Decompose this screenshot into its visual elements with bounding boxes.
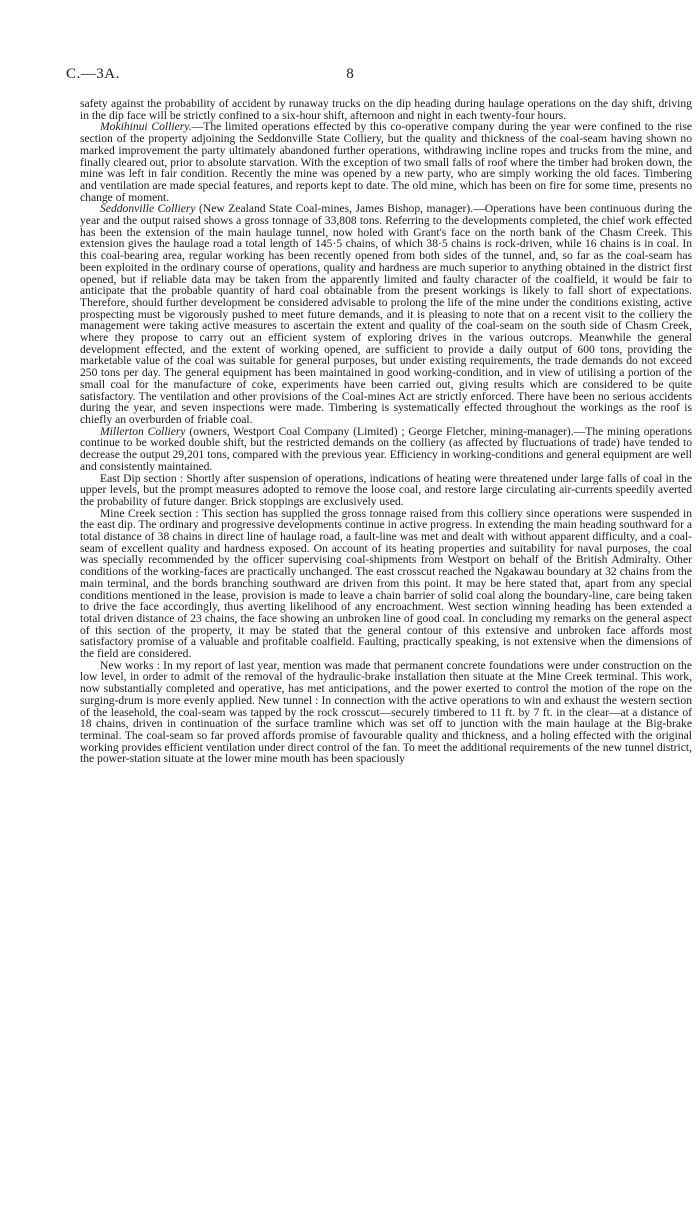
paragraph-millerton: Millerton Colliery (owners, Westport Coal Company (Limited) ; George Fletcher, mining-manager).—The mining operations continue to be worked double shift, but the restricted demands on the colliery (as affected by fluctuations of trade) have tended to decrease the output 29,201 tons, compared with the previous year. Efficiency in working-conditions and general equipment are well and consistently maintained. xyxy=(80,424,692,473)
paragraph-continuation: safety against the probability of accident by runaway trucks on the dip heading during haulage operations on the day shift, driving in the dip face will be strictly confined to a six-hour shift, afternoon and night in each twenty-four hours. xyxy=(80,97,692,122)
colliery-name: Millerton Colliery xyxy=(100,424,186,438)
page-header xyxy=(66,66,634,90)
paragraph-seddonville: Seddonville Colliery (New Zealand State Coal-mines, James Bishop, manager).—Operations have been continuous during the year and the output raised shows a gross tonnage of 33,808 tons. Referring to the developments completed, the chief work effected has been the extension of the main haulage tunnel, now holed with Grant's face on the north bank of the Chasm Creek. This extension gives the haulage road a total length of 145·5 chains, of which 38·5 chains is rock-driven, while 16 chains is in coal. In this coal-bearing area, regular working has been recently opened from both sides of the tunnel, and, so far as the coal-seam has been exploited in the ordinary course of operations, quality and hardness are much superior to anything obtained in the district first opened, but if reliable data may be taken from the apparently limited and faulty character of the coalfield, it would be fair to anticipate that the probable quantity of hard coal obtainable from the present workings is likely to fall short of expectations. Therefore, should further development be considered advisable to prolong the life of the mine under the conditions existing, active prospecting must be vigorously pushed to meet future demands, and it is pleasing to note that on a recent visit to the colliery the management were taking active measures to ascertain the extent and quality of the coal-seam on the south side of Chasm Creek, where they propose to carry out an efficient system of exploring drives in the various outcrops. Meanwhile the general development effected, and the extent of working opened, are sufficient to provide a daily output of 600 tons, providing the marketable value of the coal was suitable for general purposes, but under existing requirements, the trade demands do not exceed 250 tons per day. The general equipment has been maintained in good working-condition, and in view of utilising a portion of the small coal for the manufacture of coke, experiments have been carried out, giving results which are considered to be quite satisfactory. The ventilation and other provisions of the Coal-mines Act are strictly enforced. There have been no serious accidents during the year, and seven inspections were made. Timbering is systematically effected throughout the workings as the roof is chiefly an overburden of friable coal. xyxy=(80,202,692,426)
colliery-name: Mokihinui Colliery. xyxy=(100,120,192,134)
paragraph-new-works: New works : In my report of last year, mention was made that permanent concrete foundations were under construction on the low level, in order to admit of the removal of the hydraulic-brake installation then situate at the Mine Creek terminal. This work, now substantially completed and operative, has met anticipations, and the power exerted to control the motion of the rope on the surging-drum is more evenly applied. New tunnel : In connection with the active operations to win and exhaust the western section of the leasehold, the coal-seam was tapped by the rock crosscut—securely timbered to 11 ft. by 7 ft. in the clear—at a distance of 18 chains, driven in continuation of the surface tramline which was set off to junction with the main haulage at the Big-brake terminal. The coal-seam so far proved affords promise of favourable quality and thickness, and a holing effected with the original working provides efficient ventilation under direct control of the fan. To meet the additional requirements of the new tunnel district, the power-station situate at the lower mine mouth has been spaciously xyxy=(80,658,692,766)
report-reference: C.—3A. xyxy=(66,66,120,82)
paragraph-east-dip: East Dip section : Shortly after suspension of operations, indications of heating were threatened under large falls of coal in the upper levels, but the prompt measures adopted to remove the loose coal, and restore large circulating air-currents speedily averted the probability of future danger. Brick stoppings are exclusively used. xyxy=(80,471,692,508)
page-number: 8 xyxy=(346,66,354,82)
body-text xyxy=(80,98,692,765)
colliery-name: Seddonville Colliery xyxy=(100,202,196,216)
paragraph-mokihinui: Mokihinui Colliery.—The limited operations effected by this co-operative company during the year were confined to the rise section of the property adjoining the Seddonville State Colliery, but the quality and thickness of the coal-seam having shown no marked improvement the party ultimately abandoned further operations, withdrawing incline ropes and trucks from the mine, and finally cleared out, prior to absolute starvation. With the exception of two small falls of roof where the timber had broken down, the mine was left in fair condition. Recently the mine was opened by a new party, who are simply working the old faces. Timbering and ventilation are made special features, and reports kept to date. The old mine, which has been on fire for some time, presents no change of moment. xyxy=(80,120,693,204)
paragraph-mine-creek: Mine Creek section : This section has supplied the gross tonnage raised from this colliery since operations were suspended in the east dip. The ordinary and progressive developments continue in active progress. In extending the main heading southward for a total distance of 38 chains in direct line of haulage road, a fault-line was met and dealt with without apparent difficulty, and a coal-seam of excellent quality and hardness exposed. On account of its heating properties and suitability for naval purposes, the coal was specially recommended by the officer supervising coal-shipments from Westport on behalf of the British Admiralty. Other conditions of the working-faces are practically unchanged. The east crosscut reached the Ngakawau boundary at 32 chains from the main terminal, and the bords branching southward are driven from this point. It may be here stated that, apart from any special conditions mentioned in the lease, provision is made to leave a chain barrier of solid coal along the boundary-line, care being taken to drive the face accordingly, thus averting likelihood of any encroachment. West section winning heading has been extended a total driven distance of 23 chains, the face showing an unbroken line of good coal. In concluding my remarks on the general aspect of this section of the property, it may be stated that the general contour of this extensive and unbroken face affords most satisfactory promise of a valuable and profitable coalfield. Faulting, practically speaking, is not extensive when the dimensions of the field are considered. xyxy=(80,506,692,661)
